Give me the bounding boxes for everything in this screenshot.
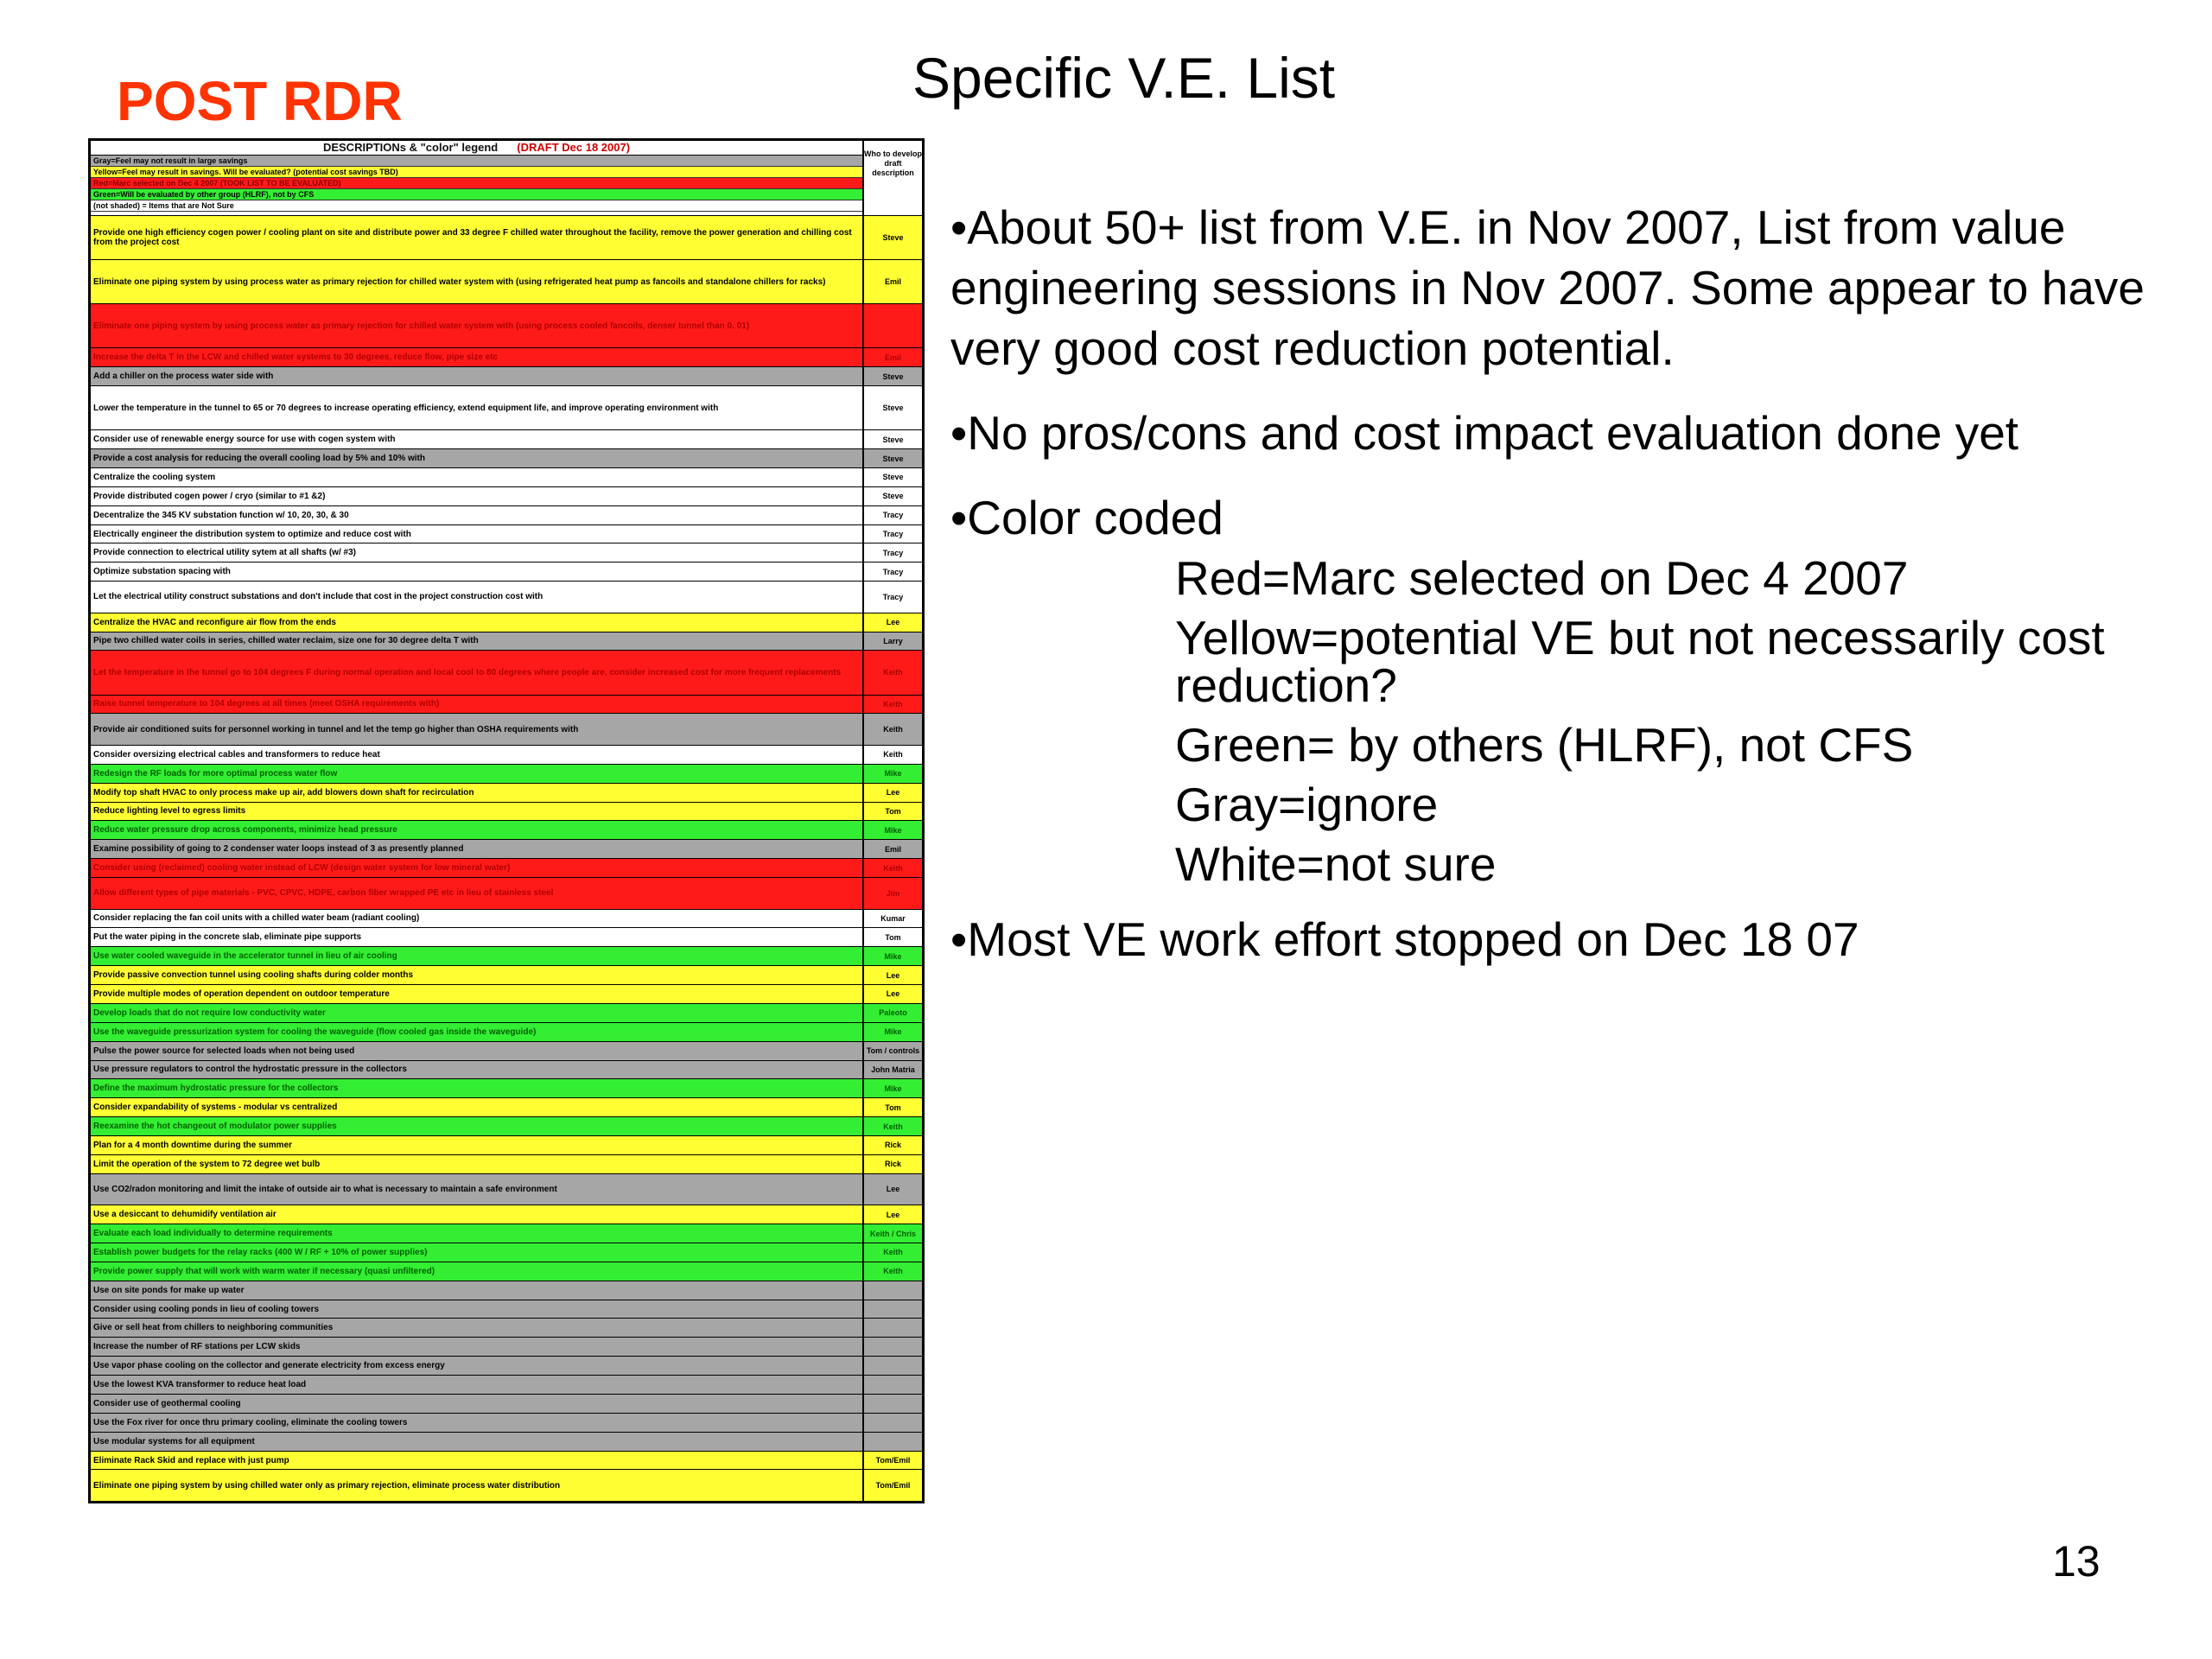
row-description: Modify top shaft HVAC to only process make up air, add blowers down shaft for recirculation [91,784,864,802]
legend-line: (not shaded) = Items that are Not Sure [91,200,862,212]
legend-yellow: Yellow=potential VE but not necessarily cost reduction? [1175,611,2105,712]
row-who: John Matria [871,1065,915,1074]
row-who [864,1357,922,1375]
row-who: Keith [883,725,903,734]
table-row [91,909,922,928]
legend-line: Yellow=Feel may result in savings. Will be evaluated? (potential cost savings TBD) [91,167,862,178]
legend-line: Green=Will be evaluated by other group (HLRF), not by CFS [91,189,862,200]
table-rows [91,215,922,1501]
table-header-title [91,141,862,156]
table-row [91,1116,922,1135]
table-row [91,1394,922,1413]
row-who: Tracy [882,530,904,538]
row-who: Keith [883,1267,903,1276]
row-who: Emil [884,277,901,287]
row-description: Provide passive convection tunnel using cooling shafts during colder months [91,966,864,984]
bullet-2: •No pros/cons and cost impact evaluation done yet [950,406,2019,460]
row-who: Tom/Emil [875,1456,911,1465]
row-who: Mike [884,951,902,961]
row-who [864,304,922,347]
page-number: 13 [2052,1537,2101,1586]
row-description: Consider oversizing electrical cables and transformers to reduce heat [91,746,864,764]
row-description: Provide one high efficiency cogen power / cooling plant on site and distribute power and 33 degree F chilled water throughout the facility, remove the power generation and chilling cost from the project cost [91,216,864,259]
table-row [91,347,922,366]
row-who: Mike [884,1084,902,1093]
table-row [91,1318,922,1337]
legend-red: Red=Marc selected on Dec 4 2007 [1175,551,1909,605]
row-who: Steve [882,454,904,463]
table-row [91,1469,922,1500]
row-description: Plan for a 4 month downtime during the summer [91,1136,864,1154]
table-row [91,695,922,714]
row-who: Lee [886,1210,900,1219]
ve-list-table [88,138,925,1503]
post-rdr-label: POST RDR [117,70,403,132]
table-row [91,215,922,259]
row-who: Steve [882,372,904,381]
table-row [91,764,922,783]
table-row [91,820,922,839]
row-who: Jim [886,888,900,898]
table-row [91,965,922,984]
table-row [91,613,922,632]
legend-green: Green= by others (HLRF), not CFS [1175,718,1914,772]
bullet-4: •Most VE work effort stopped on Dec 18 07 [950,912,1859,966]
row-description: Consider use of renewable energy source for use with cogen system with [91,430,864,448]
row-description: Evaluate each load individually to determine requirements [91,1224,864,1243]
table-row [91,1135,922,1154]
table-row [91,1375,922,1394]
table-row [91,877,922,908]
row-who [864,1281,922,1300]
row-who [864,1433,922,1451]
legend-gray: Gray=ignore [1175,778,1439,831]
row-description: Use the waveguide pressurization system for cooling the waveguide (flow cooled gas inside the waveguide) [91,1023,864,1041]
slide-title: Specific V.E. List [912,46,1336,110]
row-who: Lee [886,989,900,999]
row-description: Define the maximum hydrostatic pressure for the collectors [91,1079,864,1097]
row-who: Emil [884,353,901,362]
row-who: Keith / Chris [869,1229,916,1238]
row-description: Use the Fox river for once thru primary cooling, eliminate the cooling towers [91,1414,864,1432]
row-who [864,1319,922,1337]
bullet-3: •Color coded [950,491,1224,544]
row-who: Tom / controls [866,1046,920,1056]
row-who [864,1376,922,1394]
row-who: Kumar [880,913,906,923]
row-who: Emil [884,844,901,854]
row-description: Provide multiple modes of operation dependent on outdoor temperature [91,985,864,1003]
legend-line: Gray=Feel may not result in large savings [91,156,862,167]
row-description: Use pressure regulators to control the hydrostatic pressure in the collectors [91,1061,864,1079]
row-who: Paleoto [879,1008,907,1018]
row-description: Use a desiccant to dehumidify ventilation air [91,1205,864,1224]
table-row [91,713,922,744]
row-description: Examine possibility of going to 2 condenser water loops instead of 3 as presently planned [91,840,864,858]
row-who [864,1300,922,1319]
table-row [91,524,922,543]
table-row [91,1281,922,1300]
table-row [91,486,922,505]
table-row [91,984,922,1003]
table-row [91,543,922,562]
row-who: Tom [885,932,901,942]
row-description: Use modular systems for all equipment [91,1433,864,1451]
table-row [91,562,922,581]
row-description: Eliminate one piping system by using process water as primary rejection for chilled water system with (using refrigerated heat pump as fancoils and standalone chillers for racks) [91,260,864,303]
row-who: Keith [883,1122,903,1131]
row-description: Develop loads that do not require low conductivity water [91,1004,864,1022]
table-row [91,1243,922,1262]
table-row [91,581,922,612]
who-column-header: Who to develop draft description [864,149,922,177]
row-who: Steve [882,435,904,444]
row-description: Increase the number of RF stations per LCW skids [91,1338,864,1356]
legend-line: Red=Marc selected on Dec 4 2007 (TOOK LIST TO BE EVALUATED) [91,178,862,189]
table-row [91,1432,922,1451]
table-row [91,505,922,524]
row-description: Pulse the power source for selected loads when not being used [91,1042,864,1060]
row-who: Keith [883,668,903,677]
table-row [91,839,922,858]
row-description: Reduce water pressure drop across components, minimize head pressure [91,821,864,839]
row-who: Steve [882,404,904,413]
row-description: Provide distributed cogen power / cryo (similar to #1 &2) [91,487,864,505]
table-header-description [91,141,864,215]
row-description: Eliminate Rack Skid and replace with just pump [91,1452,864,1470]
table-row [91,467,922,486]
table-header [91,141,922,215]
row-description: Pipe two chilled water coils in series, chilled water reclaim, size one for 30 degree delta T with [91,632,864,651]
row-who: Tracy [882,511,904,520]
table-row [91,745,922,764]
row-description: Reexamine the hot changeout of modulator power supplies [91,1117,864,1135]
table-row [91,1451,922,1470]
row-description: Provide power supply that will work with warm water if necessary (quasi unfiltered) [91,1262,864,1281]
row-description: Allow different types of pipe materials - PVC, CPVC, HDPE, carbon fiber wrapped PE etc in lieu of stainless steel [91,878,864,908]
table-row [91,1097,922,1116]
row-description: Eliminate one piping system by using chilled water only as primary rejection, eliminate process water distribution [91,1470,864,1500]
table-row [91,1154,922,1173]
table-row [91,1078,922,1097]
table-row [91,385,922,429]
row-description: Use CO2/radon monitoring and limit the intake of outside air to what is necessary to maintain a safe environment [91,1174,864,1205]
row-who: Lee [886,788,900,798]
bullet-list [950,197,2177,994]
row-description: Give or sell heat from chillers to neighboring communities [91,1319,864,1337]
table-row [91,303,922,347]
table-row [91,1003,922,1022]
row-description: Limit the operation of the system to 72 degree wet bulb [91,1155,864,1173]
row-description: Consider replacing the fan coil units with a chilled water beam (radiant cooling) [91,910,864,928]
table-row [91,259,922,303]
row-who: Mike [884,769,902,779]
row-who: Keith [883,699,903,709]
table-row [91,1205,922,1224]
row-who: Lee [886,970,900,980]
row-who: Larry [883,636,903,645]
row-description: Electrically engineer the distribution system to optimize and reduce cost with [91,525,864,543]
row-description: Centralize the cooling system [91,468,864,486]
row-description: Raise tunnel temperature to 104 degrees at all times (meet OSHA requirements with) [91,696,864,714]
row-who: Keith [883,863,903,873]
row-description: Consider use of geothermal cooling [91,1395,864,1413]
row-description: Provide air conditioned suits for personnel working in tunnel and let the temp go higher than OSHA requirements with [91,714,864,744]
row-who: Lee [886,1185,900,1194]
row-description: Use the lowest KVA transformer to reduce heat load [91,1376,864,1394]
row-who: Rick [884,1160,901,1169]
row-who [864,1338,922,1356]
row-who: Steve [882,473,904,482]
table-row [91,650,922,694]
table-row [91,1060,922,1079]
table-row [91,632,922,651]
row-who: Tracy [882,592,904,601]
row-who: Mike [884,1027,902,1037]
row-description: Consider using cooling ponds in lieu of cooling towers [91,1300,864,1319]
table-row [91,1300,922,1319]
row-description: Use water cooled waveguide in the accelerator tunnel in lieu of air cooling [91,947,864,965]
row-description: Use on site ponds for make up water [91,1281,864,1300]
row-who: Tracy [882,567,904,576]
row-description: Optimize substation spacing with [91,563,864,581]
row-description: Put the water piping in the concrete slab, eliminate pipe supports [91,928,864,946]
row-who: Lee [886,618,900,627]
row-who: Tracy [882,548,904,557]
row-description: Increase the delta T in the LCW and chilled water systems to 30 degrees, reduce flow, pipe size etc [91,348,864,366]
row-description: Centralize the HVAC and reconfigure air flow from the ends [91,613,864,632]
row-who [864,1414,922,1432]
table-row [91,783,922,802]
row-description: Provide connection to electrical utility sytem at all shafts (w/ #3) [91,543,864,562]
row-who: Tom/Emil [875,1481,911,1491]
table-row [91,1022,922,1041]
row-description: Add a chiller on the process water side with [91,367,864,385]
row-description: Use vapor phase cooling on the collector and generate electricity from excess energy [91,1357,864,1375]
row-who: Tom [885,806,901,816]
table-row [91,927,922,946]
table-row [91,1337,922,1356]
row-who: Steve [882,492,904,501]
row-who: Tom [885,1103,901,1112]
color-code-legend [950,551,2177,891]
table-row [91,1173,922,1205]
table-row [91,946,922,965]
row-who: Steve [882,233,904,243]
bullet-1: •About 50+ list from V.E. in Nov 2007, List from value engineering sessions in Nov 2007. Some appear to have very good cost reduction potential. [950,200,2145,375]
row-description: Let the temperature in the tunnel go to 104 degrees F during normal operation and local cool to 80 degrees where people are, consider increased cost for more frequent replacements [91,651,864,694]
row-who [864,1395,922,1413]
row-description: Reduce lighting level to egress limits [91,803,864,821]
table-row [91,429,922,448]
table-row [91,858,922,877]
row-description: Let the electrical utility construct substations and don't include that cost in the project construction cost with [91,582,864,612]
table-row [91,366,922,385]
row-who: Mike [884,825,902,835]
draft-date: (DRAFT Dec 18 2007) [517,141,631,154]
row-description: Lower the temperature in the tunnel to 65 or 70 degrees to increase operating efficiency, extend equipment life, and improve operating environment with [91,386,864,429]
table-row [91,1041,922,1060]
table-row [91,1356,922,1375]
color-legend [91,156,862,212]
row-description: Consider expandability of systems - modular vs centralized [91,1098,864,1116]
legend-white: White=not sure [1175,837,1497,891]
table-row [91,448,922,467]
row-who: Keith [883,750,903,760]
row-who: Keith [883,1248,903,1257]
table-row [91,1224,922,1243]
table-row [91,1413,922,1432]
header-title-text: DESCRIPTIONs & "color" legend [322,141,499,154]
table-row [91,1262,922,1281]
row-description: Eliminate one piping system by using process water as primary rejection for chilled water system with (using process cooled fancoils, denser tunnel than 0. 01) [91,304,864,347]
row-description: Provide a cost analysis for reducing the overall cooling load by 5% and 10% with [91,449,864,467]
row-description: Establish power budgets for the relay racks (400 W / RF + 10% of power supplies) [91,1243,864,1262]
row-description: Redesign the RF loads for more optimal process water flow [91,765,864,783]
row-description: Decentralize the 345 KV substation function w/ 10, 20, 30, & 30 [91,506,864,524]
table-row [91,802,922,821]
row-who: Rick [884,1141,901,1150]
row-description: Consider using (reclaimed) cooling water instead of LCW (design water system for low mineral water) [91,859,864,877]
